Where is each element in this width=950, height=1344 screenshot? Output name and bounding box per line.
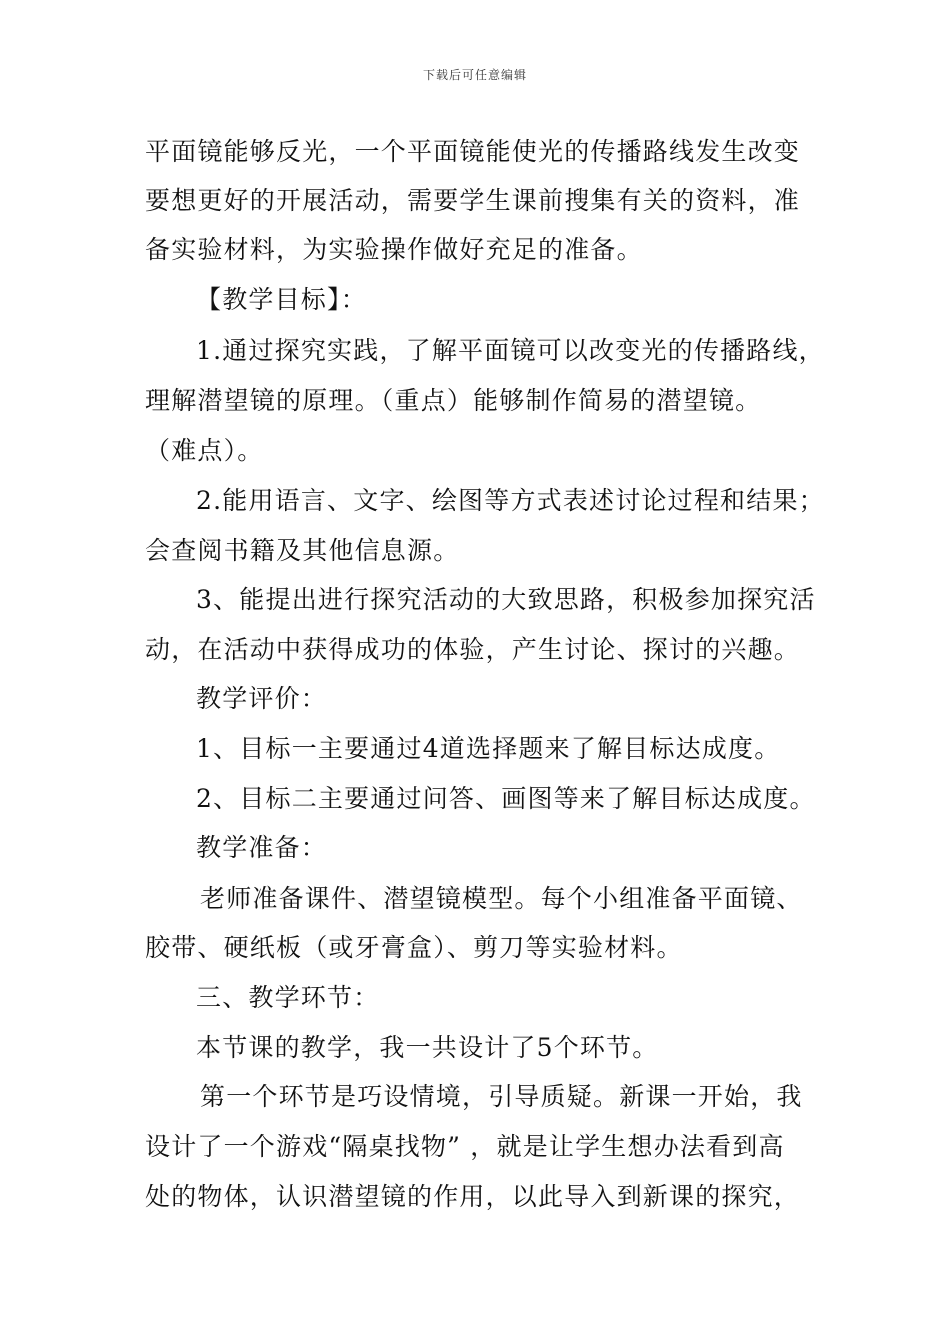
paragraph-line: （难点）。 [145,436,264,465]
paragraph-line: 1、目标一主要通过4道选择题来了解目标达成度。 [196,734,781,763]
paragraph-line: 处的物体，认识潜望镜的作用，以此导入到新课的探究， [145,1182,801,1211]
paragraph-line: 第一个环节是巧设情境，引导质疑。新课一开始，我 [200,1082,803,1111]
paragraph-line: 2、目标二主要通过问答、画图等来了解目标达成度。 [196,784,816,813]
paragraph-line: 动，在活动中获得成功的体验，产生讨论、探讨的兴趣。 [145,635,801,664]
paragraph-line: 老师准备课件、潜望镜模型。每个小组准备平面镜、 [200,884,803,913]
section-heading: 三、教学环节： [196,983,380,1012]
paragraph-line: 1.通过探究实践，了解平面镜可以改变光的传播路线， [196,336,825,365]
page-header: 下载后可任意编辑 [422,68,527,82]
paragraph-line: 2.能用语言、文字、绘图等方式表述讨论过程和结果； [196,486,825,515]
paragraph-line: 本节课的教学，我一共设计了5个环节。 [196,1033,659,1062]
section-heading: 教学准备： [196,833,328,862]
paragraph-line: 备实验材料，为实验操作做好充足的准备。 [145,235,643,264]
section-heading: 教学评价： [196,684,328,713]
paragraph-line: 胶带、硬纸板（或牙膏盒）、剪刀等实验材料。 [145,933,683,962]
paragraph-line: 理解潜望镜的原理。（重点）能够制作简易的潜望镜。 [145,386,762,415]
paragraph-line: 会查阅书籍及其他信息源。 [145,536,460,565]
section-heading: 【教学目标】： [196,285,367,314]
paragraph-line: 设计了一个游戏“隔桌找物” ，就是让学生想办法看到高 [145,1132,785,1161]
paragraph-line: 平面镜能够反光，一个平面镜能使光的传播路线发生改变 [145,137,801,166]
paragraph-line: 要想更好的开展活动，需要学生课前搜集有关的资料，准 [145,186,801,215]
paragraph-line: 3、能提出进行探究活动的大致思路，积极参加探究活 [196,585,816,614]
